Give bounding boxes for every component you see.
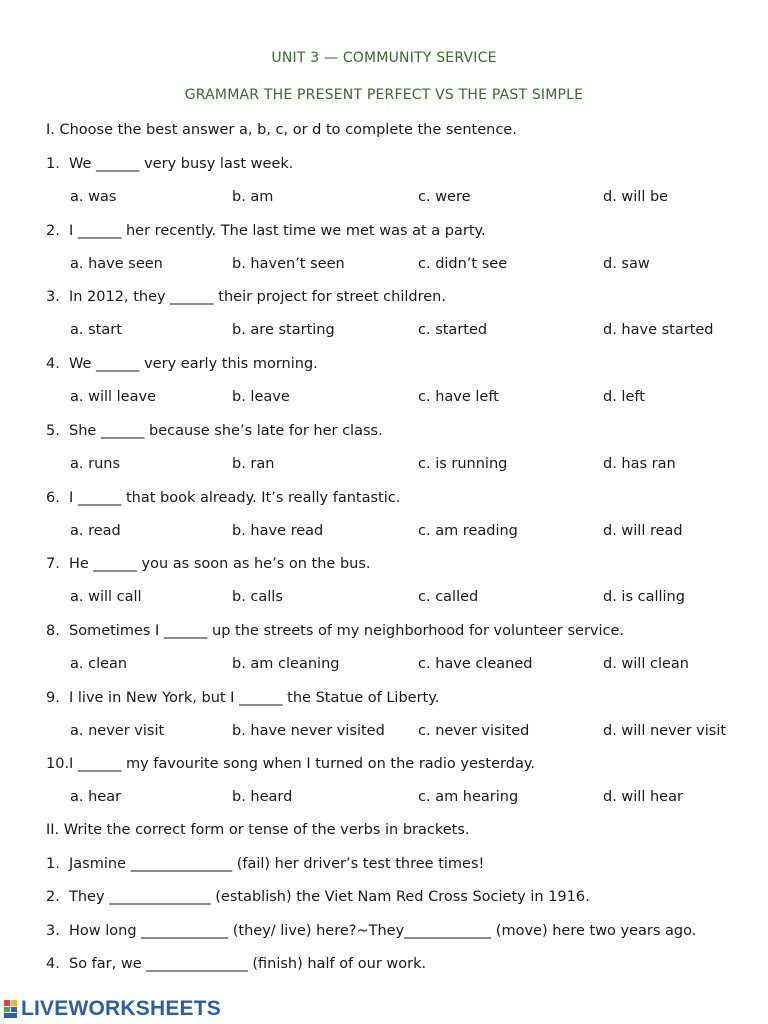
question-number: 7. [46, 556, 60, 573]
question-number: 1. [46, 156, 60, 172]
answer-option-c[interactable]: c. were [418, 189, 471, 205]
liveworksheets-logo-text: LIVEWORKSHEETS [21, 997, 221, 1020]
answer-option-c[interactable]: c. never visited [418, 722, 530, 739]
answer-option-c[interactable]: c. started [418, 322, 488, 339]
fill-item-3 [46, 923, 696, 939]
part1-instruction: I. Choose the best answer a, b, c, or d to complete the sentence. [46, 122, 517, 138]
answer-option-b[interactable]: b. heard [232, 789, 293, 806]
answer-option-d[interactable]: d. will hear [603, 789, 683, 806]
question-text: I live in New York, but I ______ the Statue of Liberty. [69, 689, 440, 706]
item-number: 3. [46, 922, 60, 939]
fill-item-4 [46, 956, 426, 972]
item-number: 1. [46, 856, 60, 872]
item-text: So far, we ______________ (finish) half of our work. [69, 956, 427, 973]
question-9 [46, 690, 439, 706]
answer-option-b[interactable]: b. calls [232, 589, 283, 606]
fill-item-1 [46, 856, 484, 872]
answer-option-a[interactable]: a. read [70, 522, 121, 539]
question-number: 8. [46, 622, 60, 639]
question-2 [46, 223, 486, 239]
answer-option-d[interactable]: d. will be [603, 189, 669, 205]
answer-option-d[interactable]: d. left [603, 389, 645, 406]
answer-option-c[interactable]: c. have left [418, 389, 499, 406]
answer-option-c[interactable]: c. have cleaned [418, 655, 533, 672]
question-number: 6. [46, 489, 60, 506]
question-text: She ______ because she’s late for her class. [69, 422, 383, 439]
answer-option-a[interactable]: a. will call [70, 589, 142, 606]
question-text: I ______ my favourite song when I turned on the radio yesterday. [69, 756, 535, 773]
answer-option-b[interactable]: b. have read [232, 522, 324, 539]
answer-option-b[interactable]: b. haven’t seen [232, 255, 345, 272]
liveworksheets-logo[interactable] [4, 996, 221, 1022]
question-number: 2. [46, 222, 60, 239]
question-text: In 2012, they ______ their project for street children. [69, 289, 446, 306]
question-6 [46, 490, 400, 506]
question-number: 4. [46, 356, 60, 373]
question-text: I ______ her recently. The last time we met was at a party. [69, 222, 486, 239]
question-4 [46, 356, 318, 372]
question-text: He ______ you as soon as he’s on the bus. [69, 556, 371, 573]
question-7 [46, 556, 371, 572]
item-text: They ______________ (establish) the Viet Nam Red Cross Society in 1916. [69, 889, 590, 906]
answer-option-b[interactable]: b. leave [232, 389, 290, 406]
answer-option-d[interactable]: d. saw [603, 255, 650, 272]
question-number: 3. [46, 289, 60, 306]
question-text: Sometimes I ______ up the streets of my neighborhood for volunteer service. [69, 622, 625, 639]
answer-option-a[interactable]: a. start [70, 322, 122, 339]
answer-option-d[interactable]: d. will read [603, 522, 683, 539]
answer-option-a[interactable]: a. have seen [70, 255, 163, 272]
answer-option-a[interactable]: a. was [70, 189, 117, 205]
answer-option-d[interactable]: d. has ran [603, 455, 676, 472]
answer-option-b[interactable]: b. am [232, 189, 274, 205]
part2-instruction: II. Write the correct form or tense of the verbs in brackets. [46, 822, 470, 838]
answer-option-d[interactable]: d. will never visit [603, 722, 727, 739]
question-text: We ______ very busy last week. [69, 156, 294, 172]
item-number: 4. [46, 956, 60, 973]
question-3 [46, 289, 446, 305]
answer-option-b[interactable]: b. are starting [232, 322, 335, 339]
answer-option-c[interactable]: c. didn’t see [418, 255, 508, 272]
answer-option-a[interactable]: a. hear [70, 789, 122, 806]
answer-option-a[interactable]: a. will leave [70, 389, 156, 406]
liveworksheets-logo-icon [4, 1000, 18, 1018]
fill-item-2 [46, 889, 590, 905]
question-text: I ______ that book already. It’s really fantastic. [69, 489, 401, 506]
answer-option-d[interactable]: d. have started [603, 322, 714, 339]
answer-option-b[interactable]: b. am cleaning [232, 655, 340, 672]
answer-option-c[interactable]: c. am reading [418, 522, 518, 539]
question-8 [46, 623, 624, 639]
question-number: 5. [46, 422, 60, 439]
answer-option-d[interactable]: d. will clean [603, 655, 689, 672]
question-10 [46, 756, 535, 772]
answer-option-a[interactable]: a. never visit [70, 722, 165, 739]
answer-option-c[interactable]: c. am hearing [418, 789, 519, 806]
answer-option-b[interactable]: b. have never visited [232, 722, 385, 739]
worksheet-title: UNIT 3 — COMMUNITY SERVICE [271, 50, 497, 66]
answer-option-b[interactable]: b. ran [232, 455, 275, 472]
answer-option-a[interactable]: a. runs [70, 455, 120, 472]
answer-option-a[interactable]: a. clean [70, 655, 128, 672]
question-number: 10. [46, 756, 70, 773]
answer-option-c[interactable]: c. is running [418, 455, 508, 472]
question-text: We ______ very early this morning. [69, 356, 318, 373]
item-text: Jasmine ______________ (fail) her driver’s test three times! [69, 856, 485, 872]
question-1 [46, 156, 293, 172]
answer-option-c[interactable]: c. called [418, 589, 479, 606]
question-5 [46, 423, 383, 439]
worksheet-subtitle: GRAMMAR THE PRESENT PERFECT VS THE PAST SIMPLE [184, 87, 584, 103]
item-number: 2. [46, 889, 60, 906]
item-text: How long ____________ (they/ live) here?~They____________ (move) here two years ago. [69, 922, 697, 939]
question-number: 9. [46, 689, 60, 706]
answer-option-d[interactable]: d. is calling [603, 589, 685, 606]
